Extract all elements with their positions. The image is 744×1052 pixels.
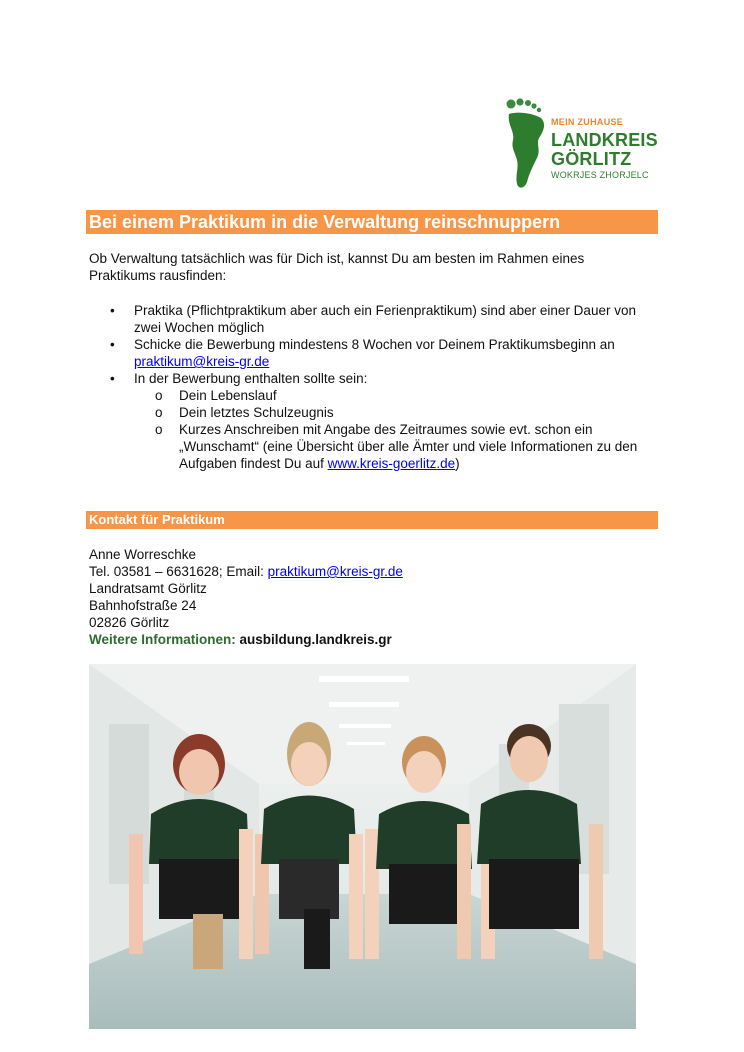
circle-bullet-icon: o: [155, 405, 163, 420]
sub-list-item: [155, 421, 650, 472]
list-item: [110, 336, 650, 370]
list-item-text: Praktika (Pflichtpraktikum aber auch ein Ferienpraktikum) sind aber einer Dauer von zwei Wochen möglich: [134, 303, 636, 335]
bullet-icon: •: [110, 337, 115, 352]
application-contents-list: [134, 387, 650, 472]
more-info-label: Weitere Informationen:: [89, 632, 236, 647]
logo-name-line1: LANDKREIS: [551, 130, 658, 150]
logo-tagline: MEIN ZUHAUSE: [551, 117, 624, 127]
bullet-icon: •: [110, 371, 115, 386]
bullet-icon: •: [110, 303, 115, 318]
email-link[interactable]: praktikum@kreis-gr.de: [134, 354, 270, 369]
contact-phone: Tel. 03581 – 6631628; Email:: [89, 564, 268, 579]
sub-list-item-text: Kurzes Anschreiben mit Angabe des Zeitraumes sowie evt. schon ein „Wunschamt“ (eine Übersicht über alle Ämter und viele Informationen zu den Aufgaben findest Du auf: [179, 422, 638, 471]
contact-street: Bahnhofstraße 24: [89, 598, 197, 613]
list-item-text: Schicke die Bewerbung mindestens 8 Wochen vor Deinem Praktikumsbeginn an: [134, 337, 615, 352]
list-item: [110, 370, 650, 472]
requirements-list: [110, 302, 650, 472]
trainees-photo: [89, 664, 636, 1029]
intro-paragraph: Ob Verwaltung tatsächlich was für Dich ist, kannst Du am besten im Rahmen eines Praktikums rausfinden:: [89, 251, 585, 283]
contact-email-link[interactable]: praktikum@kreis-gr.de: [267, 564, 403, 579]
sub-list-item: [155, 387, 650, 404]
contact-city: 02826 Görlitz: [89, 615, 170, 630]
contact-phone-line: [89, 563, 649, 580]
circle-bullet-icon: o: [155, 422, 163, 437]
list-item-text: In der Bewerbung enthalten sollte sein:: [134, 371, 368, 386]
circle-bullet-icon: o: [155, 388, 163, 403]
sub-list-item-text: Dein letztes Schulzeugnis: [179, 405, 334, 420]
landkreis-goerlitz-logo: [503, 98, 658, 192]
contact-office: Landratsamt Görlitz: [89, 581, 207, 596]
logo-name-line2: GÖRLITZ: [551, 149, 632, 169]
page-title: Bei einem Praktikum in die Verwaltung reinschnuppern: [86, 210, 658, 234]
contact-heading: Kontakt für Praktikum: [86, 511, 658, 529]
contact-block: [89, 546, 649, 648]
list-item: [110, 302, 650, 336]
more-info-line: [89, 631, 649, 648]
sub-list-item-text: Dein Lebenslauf: [179, 388, 277, 403]
trainees-photo-illustration: [89, 664, 636, 1029]
sub-list-item-end: ): [455, 456, 460, 471]
sub-list-item: [155, 404, 650, 421]
contact-name: Anne Worreschke: [89, 547, 197, 562]
more-info-value: ausbildung.landkreis.gr: [235, 632, 392, 647]
logo-sorbian-name: WOKRJES ZHORJELC: [551, 170, 649, 180]
website-link[interactable]: www.kreis-goerlitz.de: [327, 456, 456, 471]
footprint-map-icon: [503, 98, 551, 192]
